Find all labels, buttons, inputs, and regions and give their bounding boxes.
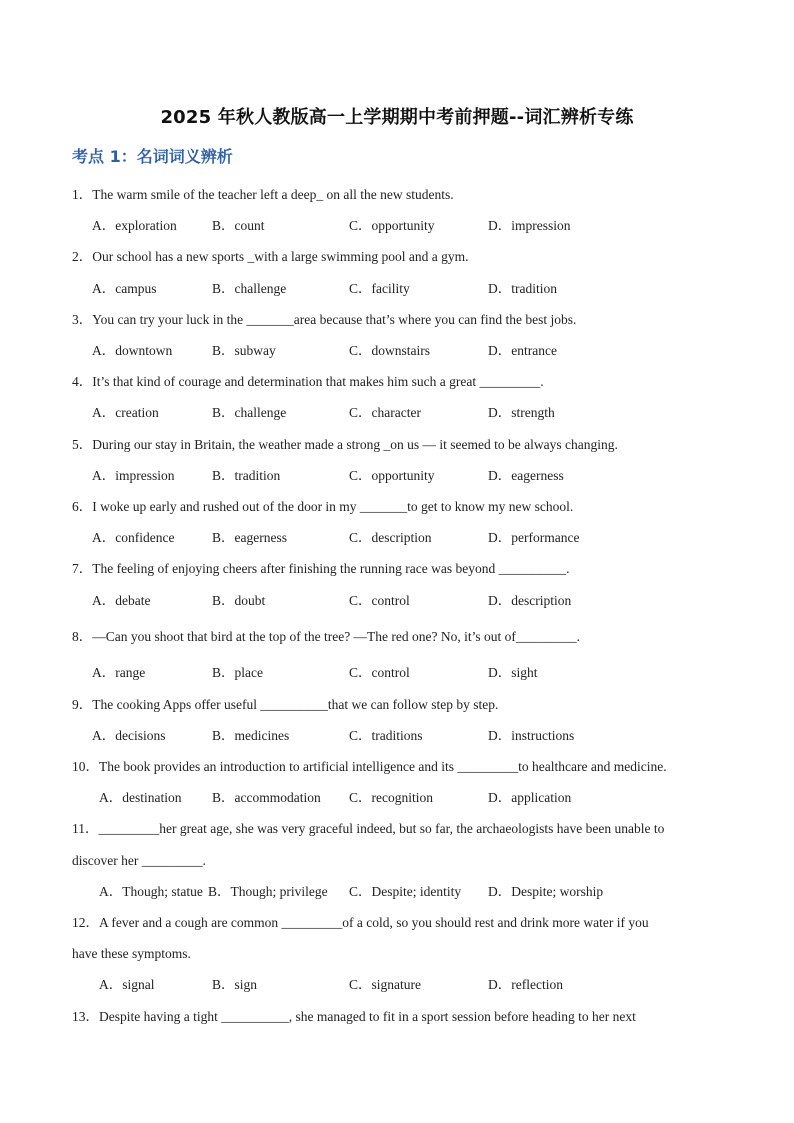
question-3-stem: 3．You can try your luck in the _______area because that’s where you can find the best jobs. — [72, 312, 577, 327]
option-d: D．performance — [488, 530, 580, 545]
option-d: D．entrance — [488, 343, 557, 358]
option-a: A．debate — [92, 593, 151, 608]
option-d: D．tradition — [488, 281, 557, 296]
option-b: B．medicines — [212, 728, 290, 743]
option-c: C．opportunity — [349, 468, 435, 483]
question-4-stem: 4．It’s that kind of courage and determination that makes him such a great _________. — [72, 374, 544, 389]
option-b: B．Though; privilege — [208, 884, 328, 899]
option-b: B．eagerness — [212, 530, 287, 545]
option-c: C．recognition — [349, 790, 433, 805]
option-b: B．tradition — [212, 468, 281, 483]
option-d: D．eagerness — [488, 468, 564, 483]
option-d: D．description — [488, 593, 572, 608]
option-a: A．creation — [92, 405, 159, 420]
question-11-stem: 11．_________her great age, she was very graceful indeed, but so far, the archaeologists have been unable to — [72, 821, 665, 836]
option-d: D．strength — [488, 405, 555, 420]
option-b: B．count — [212, 218, 265, 233]
option-a: A．impression — [92, 468, 175, 483]
question-13-stem: 13．Despite having a tight __________, she managed to fit in a sport session before heading to her next — [72, 1009, 636, 1024]
option-d: D．impression — [488, 218, 571, 233]
option-b: B．challenge — [212, 405, 287, 420]
option-b: B．doubt — [212, 593, 266, 608]
question-12-stem-continued: have these symptoms. — [72, 946, 191, 961]
option-c: C．Despite; identity — [349, 884, 462, 899]
option-d: D．sight — [488, 665, 538, 680]
option-d: D．reflection — [488, 977, 563, 992]
question-2-stem: 2．Our school has a new sports _with a large swimming pool and a gym. — [72, 249, 469, 264]
question-7-stem: 7．The feeling of enjoying cheers after finishing the running race was beyond __________. — [72, 561, 570, 576]
option-c: C．description — [349, 530, 432, 545]
option-c: C．traditions — [349, 728, 423, 743]
option-a: A．confidence — [92, 530, 175, 545]
option-a: A．range — [92, 665, 146, 680]
option-a: A．downtown — [92, 343, 173, 358]
question-6-stem: 6．I woke up early and rushed out of the door in my _______to get to know my new school. — [72, 499, 574, 514]
question-12-stem: 12．A fever and a cough are common _________of a cold, so you should rest and drink more water if you — [72, 915, 649, 930]
option-c: C．downstairs — [349, 343, 430, 358]
option-c: C．opportunity — [349, 218, 435, 233]
question-9-stem: 9．The cooking Apps offer useful __________that we can follow step by step. — [72, 697, 499, 712]
option-a: A．Though; statue — [99, 884, 203, 899]
option-a: A．signal — [99, 977, 155, 992]
option-a: A．exploration — [92, 218, 177, 233]
option-b: B．sign — [212, 977, 258, 992]
option-a: A．destination — [99, 790, 182, 805]
option-c: C．facility — [349, 281, 410, 296]
question-11-stem-continued: discover her _________. — [72, 853, 206, 868]
page-title: 2025 年秋人教版高一上学期期中考前押题--词汇辨析专练 — [160, 107, 634, 128]
option-b: B．accommodation — [212, 790, 321, 805]
option-d: D．Despite; worship — [488, 884, 604, 899]
option-a: A．decisions — [92, 728, 166, 743]
section-heading: 考点 1：名词词义辨析 — [72, 147, 233, 166]
option-d: D．application — [488, 790, 572, 805]
question-10-stem: 10．The book provides an introduction to artificial intelligence and its _________to healthcare and medicine. — [72, 759, 667, 774]
option-b: B．place — [212, 665, 263, 680]
option-d: D．instructions — [488, 728, 575, 743]
option-c: C．signature — [349, 977, 421, 992]
question-8-stem: 8．—Can you shoot that bird at the top of the tree? —The red one? No, it’s out of_________. — [72, 629, 581, 644]
option-b: B．challenge — [212, 281, 287, 296]
option-c: C．character — [349, 405, 421, 420]
question-5-stem: 5．During our stay in Britain, the weather made a strong _on us — it seemed to be always changing. — [72, 437, 618, 452]
question-1-stem: 1．The warm smile of the teacher left a deep_ on all the new students. — [72, 187, 454, 202]
option-c: C．control — [349, 593, 410, 608]
option-a: A．campus — [92, 281, 157, 296]
option-c: C．control — [349, 665, 410, 680]
option-b: B．subway — [212, 343, 276, 358]
